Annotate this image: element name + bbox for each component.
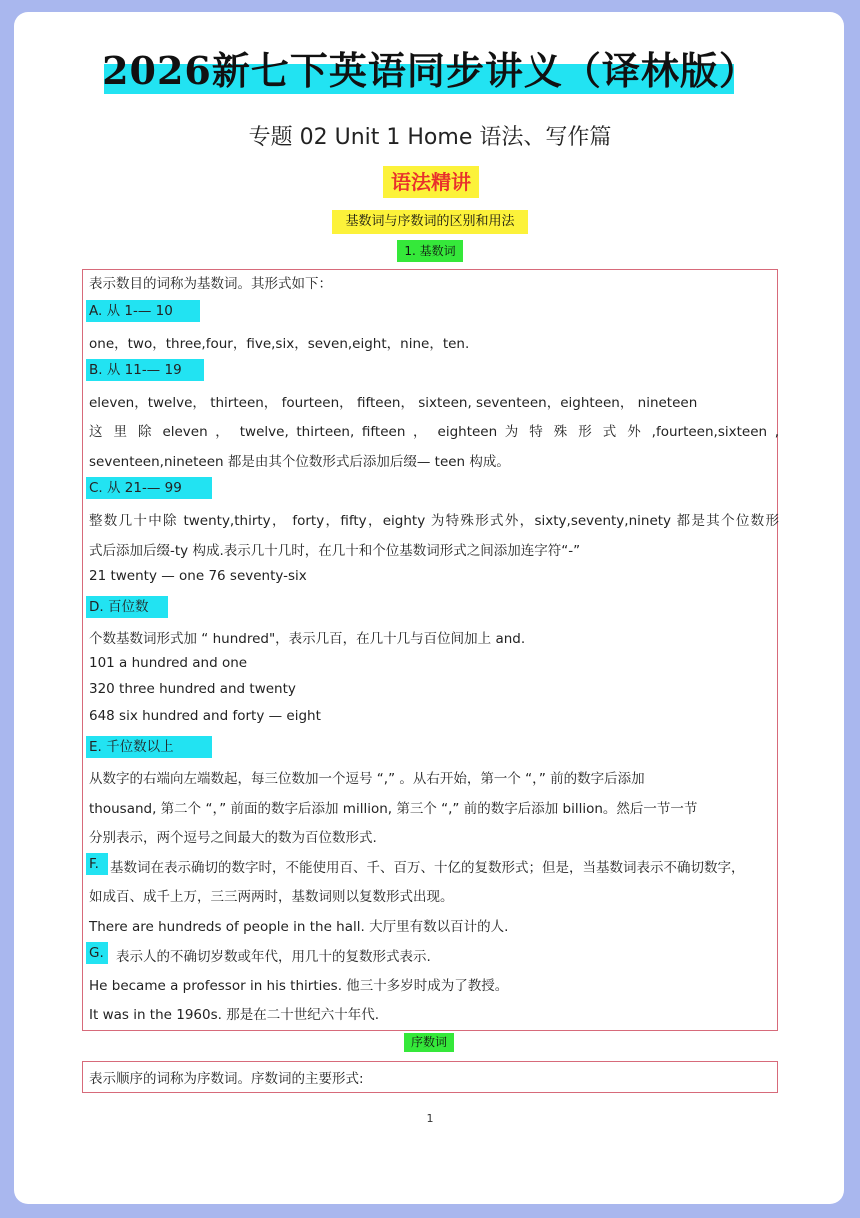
label-b: B. 从 11-— 19 [86, 359, 204, 381]
line-b1: eleven，twelve， thirteen， fourteen， fifteen， sixteen, seventeen，eighteen， nineteen [89, 395, 698, 411]
topic-heading: 基数词与序数词的区别和用法 [332, 210, 528, 234]
line-e2: thousand, 第二个 “，” 前面的数字后添加 million, 第三个 “,” 前的数字后添加 billion。然后一节一节 [89, 801, 698, 817]
box-intro: 表示数目的词称为基数词。其形式如下： [89, 276, 332, 292]
line-b2: 这 里 除 eleven ， twelve, thirteen, fifteen ， eighteen 为 特 殊 形 式 外 ,fourteen,sixteen , [89, 424, 779, 440]
line-a: one，two，three,four，five,six，seven,eight，nine，ten. [89, 336, 470, 352]
ordinal-heading: 序数词 [404, 1033, 454, 1052]
label-e: E. 千位数以上 [86, 736, 212, 758]
document-title: 2026新七下英语同步讲义（译林版） [102, 48, 758, 93]
label-c: C. 从 21-— 99 [86, 477, 212, 499]
line-f1: 基数词在表示确切的数字时，不能使用百、千、百万、十亿的复数形式；但是，当基数词表示不确切数字， [110, 860, 745, 876]
line-d1: 个数基数词形式加 “ hundred"，表示几百，在几十几与百位间加上 and. [89, 631, 526, 647]
line-c3: 21 twenty — one 76 seventy-six [89, 568, 307, 584]
label-d: D. 百位数 [86, 596, 168, 618]
line-g2: He became a professor in his thirties. 他三十多岁时成为了教授。 [89, 978, 509, 994]
line-f2: 如成百、成千上万，三三两两时，基数词则以复数形式出现。 [89, 889, 454, 905]
line-d2: 101 a hundred and one [89, 655, 248, 671]
cardinal-heading: 1. 基数词 [397, 240, 463, 262]
label-a: A. 从 1-— 10 [86, 300, 200, 322]
line-d3: 320 three hundred and twenty [89, 681, 296, 697]
line-c1: 整数几十中除 twenty,thirty， forty，fifty，eighty 为特殊形式外，sixty,seventy,ninety 都是其个位数形 [89, 513, 779, 529]
line-b3: seventeen,nineteen 都是由其个位数形式后添加后缀— teen 构成。 [89, 454, 510, 470]
section-title: 语法精讲 [383, 166, 479, 198]
tag-g: G. [86, 942, 108, 964]
line-e3: 分别表示，两个逗号之间最大的数为百位数形式. [89, 830, 377, 846]
line-c2: 式后添加后缀-ty 构成.表示几十几时，在几十和个位基数词形式之间添加连字符“-” [89, 543, 581, 559]
line-g1: 表示人的不确切岁数或年代，用几十的复数形式表示. [116, 949, 431, 965]
line-g3: It was in the 1960s. 那是在二十世纪六十年代. [89, 1007, 380, 1023]
page-number: 1 [426, 1112, 434, 1125]
tag-f: F. [86, 853, 108, 875]
line-e1: 从数字的右端向左端数起，每三位数加一个逗号 “,” 。从右开始，第一个 “，” 前的数字后添加 [89, 771, 645, 787]
line-f3: There are hundreds of people in the hall. 大厅里有数以百计的人. [89, 919, 509, 935]
box2-intro: 表示顺序的词称为序数词。序数词的主要形式: [89, 1071, 364, 1087]
document-subtitle: 专题 02 Unit 1 Home 语法、写作篇 [248, 125, 612, 150]
line-d4: 648 six hundred and forty — eight [89, 708, 321, 724]
